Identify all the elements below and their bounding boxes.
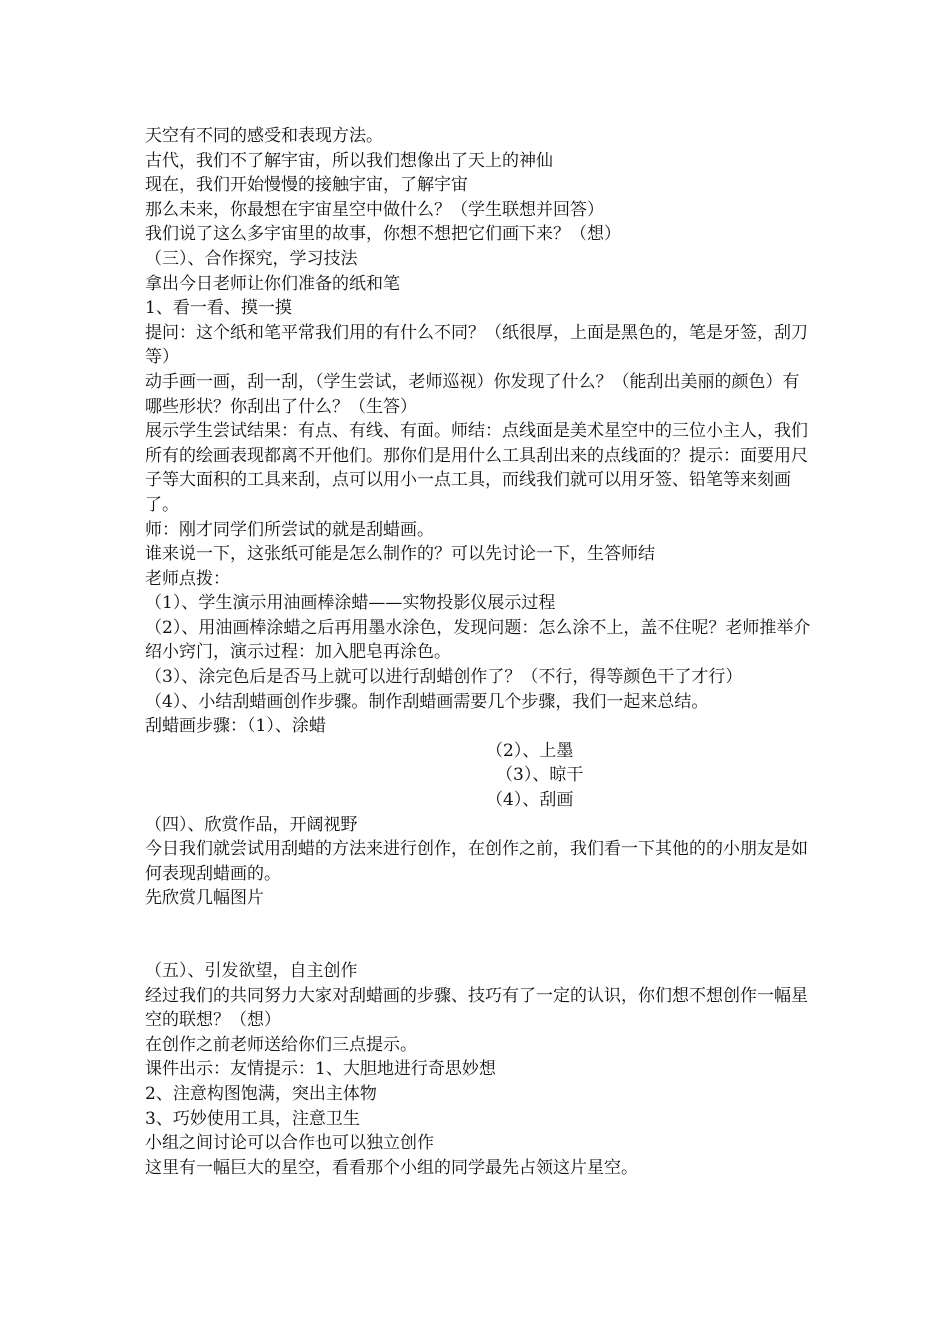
- section-heading-3: （三）、合作探究，学习技法: [145, 248, 358, 269]
- paragraph: 经过我们的共同努力大家对刮蜡画的步骤、技巧有了一定的认识，你们想不想创作一幅星空的联想？（想）: [145, 985, 808, 1031]
- section-heading-4: （四）、欣赏作品，开阔视野: [145, 814, 358, 835]
- list-item: （1）、学生演示用油画棒涂蜡——实物投影仪展示过程: [145, 593, 556, 614]
- paragraph: 那么未来，你最想在宇宙星空中做什么？（学生联想并回答）: [145, 199, 604, 220]
- paragraph: 在创作之前老师送给你们三点提示。: [145, 1034, 417, 1055]
- document-page: [145, 124, 815, 1180]
- steps-label: 刮蜡画步骤：（1）、涂蜡: [145, 716, 326, 737]
- paragraph: 谁来说一下，这张纸可能是怎么制作的？可以先讨论一下，生答师结: [145, 544, 655, 565]
- paragraph: 先欣赏几幅图片: [145, 888, 264, 909]
- paragraph: 提问：这个纸和笔平常我们用的有什么不同？（纸很厚，上面是黑色的，笔是牙签，刮刀等）: [145, 322, 808, 368]
- step-item: （2）、上墨: [486, 740, 574, 761]
- paragraph: 动手画一画，刮一刮，（学生尝试，老师巡视）你发现了什么？（能刮出美丽的颜色）有哪些形状？你刮出了什么？（生答）: [145, 371, 800, 417]
- step-item: （4）、刮画: [486, 790, 574, 811]
- paragraph: 我们说了这么多宇宙里的故事，你想不想把它们画下来？（想）: [145, 224, 621, 245]
- paragraph: 天空有不同的感受和表现方法。: [145, 126, 383, 146]
- paragraph: 课件出示：友情提示：1、大胆地进行奇思妙想: [145, 1059, 496, 1080]
- blank-space: [145, 911, 815, 959]
- paragraph: 师：刚才同学们所尝试的就是刮蜡画。: [145, 519, 434, 540]
- list-item: （3）、涂完色后是否马上就可以进行刮蜡创作了？（不行，得等颜色干了才行）: [145, 667, 743, 688]
- tip-item: 3、巧妙使用工具，注意卫生: [145, 1108, 360, 1129]
- tip-item: 2、注意构图饱满，突出主体物: [145, 1083, 377, 1104]
- paragraph: 小组之间讨论可以合作也可以独立创作: [145, 1133, 434, 1154]
- paragraph: 拿出今日老师让你们准备的纸和笔: [145, 273, 400, 294]
- paragraph: 这里有一幅巨大的星空，看看那个小组的同学最先占领这片星空。: [145, 1157, 638, 1178]
- paragraph: 今日我们就尝试用刮蜡的方法来进行创作，在创作之前，我们看一下其他的的小朋友是如何表现刮蜡画的。: [145, 839, 808, 884]
- list-item: （4）、小结刮蜡画创作步骤。制作刮蜡画需要几个步骤，我们一起来总结。: [145, 691, 709, 712]
- paragraph: 古代，我们不了解宇宙，所以我们想像出了天上的神仙: [145, 150, 553, 171]
- paragraph: 老师点拨：: [145, 568, 230, 589]
- paragraph: 展示学生尝试结果：有点、有线、有面。师结：点线面是美术星空中的三位小主人，我们所有的绘画表现都离不开他们。那你们是用什么工具刮出来的点线面的？提示：面要用尺子等大面积的工具来刮，点可以用小一点工具，而线我们就可以用牙签、铅笔等来刻画了。: [145, 421, 808, 515]
- step-item: （3）、晾干: [496, 765, 584, 786]
- section-heading-5: （五）、引发欲望，自主创作: [145, 961, 358, 981]
- list-item: （2）、用油画棒涂蜡之后再用墨水涂色，发现问题：怎么涂不上，盖不住呢？老师推举介绍小窍门，演示过程：加入肥皂再涂色。: [145, 617, 811, 663]
- paragraph: 现在，我们开始慢慢的接触宇宙，了解宇宙: [145, 175, 468, 196]
- subheading: 1、看一看、摸一摸: [145, 298, 292, 319]
